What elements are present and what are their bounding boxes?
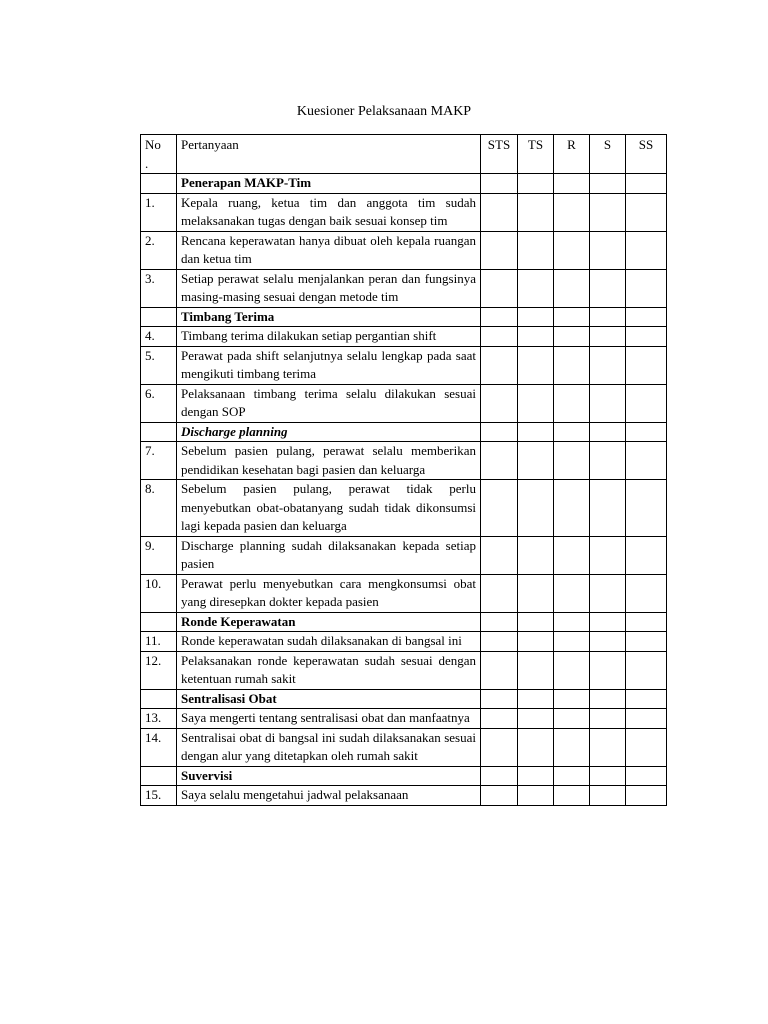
section-row: [141, 307, 667, 327]
section-label: Penerapan MAKP-Tim: [177, 174, 481, 194]
question-row: [141, 728, 667, 766]
question-number: 3.: [141, 269, 177, 307]
answer-cell-ts[interactable]: [518, 786, 554, 806]
answer-cell-ts[interactable]: [518, 193, 554, 231]
answer-cell-s: [590, 174, 626, 194]
question-row: [141, 231, 667, 269]
answer-cell-s[interactable]: [590, 269, 626, 307]
answer-cell-ts[interactable]: [518, 651, 554, 689]
question-number: 13.: [141, 709, 177, 729]
answer-cell-s: [590, 689, 626, 709]
question-text: Pelaksanaan timbang terima selalu dilakukan sesuai dengan SOP: [177, 384, 481, 422]
header-no: No .: [141, 135, 177, 174]
section-label: Ronde Keperawatan: [177, 612, 481, 632]
answer-cell-sts[interactable]: [481, 480, 518, 537]
header-sts: STS: [481, 135, 518, 174]
answer-cell-r[interactable]: [554, 346, 590, 384]
answer-cell-ss[interactable]: [626, 193, 667, 231]
answer-cell-r[interactable]: [554, 480, 590, 537]
answer-cell-s: [590, 612, 626, 632]
question-text: Saya mengerti tentang sentralisasi obat dan manfaatnya: [177, 709, 481, 729]
section-label: Discharge planning: [177, 422, 481, 442]
answer-cell-ts[interactable]: [518, 574, 554, 612]
question-row: [141, 442, 667, 480]
answer-cell-s[interactable]: [590, 327, 626, 347]
answer-cell-ts[interactable]: [518, 231, 554, 269]
question-number: 1.: [141, 193, 177, 231]
answer-cell-sts[interactable]: [481, 327, 518, 347]
section-no-cell: [141, 307, 177, 327]
question-text: Rencana keperawatan hanya dibuat oleh kepala ruangan dan ketua tim: [177, 231, 481, 269]
answer-cell-s[interactable]: [590, 346, 626, 384]
answer-cell-ts[interactable]: [518, 632, 554, 652]
question-text: Perawat pada shift selanjutnya selalu lengkap pada saat mengikuti timbang terima: [177, 346, 481, 384]
answer-cell-ss[interactable]: [626, 269, 667, 307]
questionnaire-table: [140, 134, 667, 806]
question-text: Kepala ruang, ketua tim dan anggota tim sudah melaksanakan tugas dengan baik sesuai konsep tim: [177, 193, 481, 231]
answer-cell-s[interactable]: [590, 384, 626, 422]
table-header-row: [141, 135, 667, 174]
answer-cell-s[interactable]: [590, 536, 626, 574]
answer-cell-ss[interactable]: [626, 231, 667, 269]
question-row: [141, 574, 667, 612]
question-number: 7.: [141, 442, 177, 480]
answer-cell-ss[interactable]: [626, 442, 667, 480]
answer-cell-r: [554, 612, 590, 632]
answer-cell-r: [554, 766, 590, 786]
answer-cell-sts[interactable]: [481, 709, 518, 729]
answer-cell-sts[interactable]: [481, 346, 518, 384]
section-row: [141, 766, 667, 786]
answer-cell-ss[interactable]: [626, 786, 667, 806]
question-text: Discharge planning sudah dilaksanakan kepada setiap pasien: [177, 536, 481, 574]
question-text: Ronde keperawatan sudah dilaksanakan di bangsal ini: [177, 632, 481, 652]
answer-cell-ts[interactable]: [518, 536, 554, 574]
question-row: [141, 193, 667, 231]
answer-cell-s[interactable]: [590, 632, 626, 652]
section-row: [141, 612, 667, 632]
section-no-cell: [141, 689, 177, 709]
answer-cell-ts[interactable]: [518, 269, 554, 307]
answer-cell-r[interactable]: [554, 327, 590, 347]
question-text: Sentralisai obat di bangsal ini sudah dilaksanakan sesuai dengan alur yang ditetapkan oleh rumah sakit: [177, 728, 481, 766]
answer-cell-s: [590, 766, 626, 786]
header-ss: SS: [626, 135, 667, 174]
question-row: [141, 709, 667, 729]
answer-cell-r: [554, 307, 590, 327]
question-text: Setiap perawat selalu menjalankan peran dan fungsinya masing-masing sesuai dengan metode tim: [177, 269, 481, 307]
question-row: [141, 384, 667, 422]
question-row: [141, 327, 667, 347]
answer-cell-ss[interactable]: [626, 536, 667, 574]
question-number: 8.: [141, 480, 177, 537]
answer-cell-ts: [518, 612, 554, 632]
section-label: Sentralisasi Obat: [177, 689, 481, 709]
answer-cell-r[interactable]: [554, 728, 590, 766]
section-no-cell: [141, 612, 177, 632]
answer-cell-ss[interactable]: [626, 574, 667, 612]
question-text: Pelaksanakan ronde keperawatan sudah sesuai dengan ketentuan rumah sakit: [177, 651, 481, 689]
question-number: 5.: [141, 346, 177, 384]
answer-cell-ss[interactable]: [626, 480, 667, 537]
header-ts: TS: [518, 135, 554, 174]
answer-cell-ss: [626, 174, 667, 194]
answer-cell-r[interactable]: [554, 786, 590, 806]
question-row: [141, 480, 667, 537]
answer-cell-sts[interactable]: [481, 231, 518, 269]
section-no-cell: [141, 174, 177, 194]
answer-cell-ts: [518, 689, 554, 709]
header-s: S: [590, 135, 626, 174]
question-row: [141, 632, 667, 652]
answer-cell-sts[interactable]: [481, 786, 518, 806]
question-text: Perawat perlu menyebutkan cara mengkonsumsi obat yang diresepkan dokter kepada pasien: [177, 574, 481, 612]
answer-cell-ss: [626, 612, 667, 632]
question-text: Sebelum pasien pulang, perawat tidak perlu menyebutkan obat-obatanyang sudah tidak dikonsumsi lagi kepada pasien dan keluarga: [177, 480, 481, 537]
answer-cell-sts: [481, 689, 518, 709]
answer-cell-s[interactable]: [590, 574, 626, 612]
answer-cell-ts: [518, 422, 554, 442]
question-number: 10.: [141, 574, 177, 612]
answer-cell-r: [554, 422, 590, 442]
answer-cell-ts[interactable]: [518, 327, 554, 347]
section-label: Suvervisi: [177, 766, 481, 786]
question-row: [141, 269, 667, 307]
answer-cell-sts: [481, 422, 518, 442]
answer-cell-ss[interactable]: [626, 384, 667, 422]
answer-cell-ts[interactable]: [518, 480, 554, 537]
answer-cell-sts: [481, 612, 518, 632]
answer-cell-s[interactable]: [590, 709, 626, 729]
answer-cell-r[interactable]: [554, 632, 590, 652]
answer-cell-ts: [518, 766, 554, 786]
answer-cell-s[interactable]: [590, 193, 626, 231]
answer-cell-ss[interactable]: [626, 327, 667, 347]
question-number: 4.: [141, 327, 177, 347]
answer-cell-r[interactable]: [554, 231, 590, 269]
answer-cell-s[interactable]: [590, 480, 626, 537]
section-row: [141, 174, 667, 194]
answer-cell-ss[interactable]: [626, 346, 667, 384]
answer-cell-sts[interactable]: [481, 574, 518, 612]
answer-cell-s[interactable]: [590, 231, 626, 269]
answer-cell-r[interactable]: [554, 709, 590, 729]
answer-cell-ss[interactable]: [626, 632, 667, 652]
section-no-cell: [141, 766, 177, 786]
answer-cell-sts: [481, 307, 518, 327]
answer-cell-ts[interactable]: [518, 346, 554, 384]
answer-cell-r[interactable]: [554, 574, 590, 612]
section-row: [141, 689, 667, 709]
question-row: [141, 346, 667, 384]
answer-cell-r[interactable]: [554, 651, 590, 689]
header-question: Pertanyaan: [177, 135, 481, 174]
answer-cell-sts: [481, 766, 518, 786]
section-no-cell: [141, 422, 177, 442]
question-row: [141, 786, 667, 806]
answer-cell-r: [554, 689, 590, 709]
answer-cell-ss[interactable]: [626, 728, 667, 766]
answer-cell-ss[interactable]: [626, 651, 667, 689]
answer-cell-sts: [481, 174, 518, 194]
section-label: Timbang Terima: [177, 307, 481, 327]
answer-cell-ts[interactable]: [518, 709, 554, 729]
answer-cell-ss: [626, 689, 667, 709]
answer-cell-ts[interactable]: [518, 728, 554, 766]
question-text: Sebelum pasien pulang, perawat selalu memberikan pendidikan kesehatan bagi pasien dan keluarga: [177, 442, 481, 480]
answer-cell-ss: [626, 307, 667, 327]
answer-cell-ts: [518, 174, 554, 194]
answer-cell-r: [554, 174, 590, 194]
answer-cell-r[interactable]: [554, 384, 590, 422]
answer-cell-ss: [626, 766, 667, 786]
question-number: 11.: [141, 632, 177, 652]
document-title: Kuesioner Pelaksanaan MAKP: [296, 104, 472, 119]
answer-cell-s[interactable]: [590, 728, 626, 766]
answer-cell-s[interactable]: [590, 786, 626, 806]
answer-cell-sts[interactable]: [481, 384, 518, 422]
answer-cell-r[interactable]: [554, 536, 590, 574]
answer-cell-sts[interactable]: [481, 728, 518, 766]
question-number: 9.: [141, 536, 177, 574]
answer-cell-sts[interactable]: [481, 536, 518, 574]
question-text: Timbang terima dilakukan setiap pergantian shift: [177, 327, 481, 347]
answer-cell-sts[interactable]: [481, 632, 518, 652]
question-number: 12.: [141, 651, 177, 689]
question-number: 14.: [141, 728, 177, 766]
question-row: [141, 651, 667, 689]
answer-cell-ss: [626, 422, 667, 442]
answer-cell-s[interactable]: [590, 651, 626, 689]
section-row: [141, 422, 667, 442]
answer-cell-ts[interactable]: [518, 442, 554, 480]
answer-cell-sts[interactable]: [481, 193, 518, 231]
question-number: 2.: [141, 231, 177, 269]
answer-cell-r[interactable]: [554, 442, 590, 480]
header-r: R: [554, 135, 590, 174]
answer-cell-r[interactable]: [554, 193, 590, 231]
question-number: 6.: [141, 384, 177, 422]
question-text: Saya selalu mengetahui jadwal pelaksanaan: [177, 786, 481, 806]
answer-cell-ts[interactable]: [518, 384, 554, 422]
table-body: [141, 174, 667, 806]
answer-cell-ss[interactable]: [626, 709, 667, 729]
answer-cell-s[interactable]: [590, 442, 626, 480]
answer-cell-r[interactable]: [554, 269, 590, 307]
question-number: 15.: [141, 786, 177, 806]
answer-cell-sts[interactable]: [481, 442, 518, 480]
answer-cell-sts[interactable]: [481, 269, 518, 307]
answer-cell-s: [590, 422, 626, 442]
answer-cell-ts: [518, 307, 554, 327]
answer-cell-sts[interactable]: [481, 651, 518, 689]
answer-cell-s: [590, 307, 626, 327]
question-row: [141, 536, 667, 574]
